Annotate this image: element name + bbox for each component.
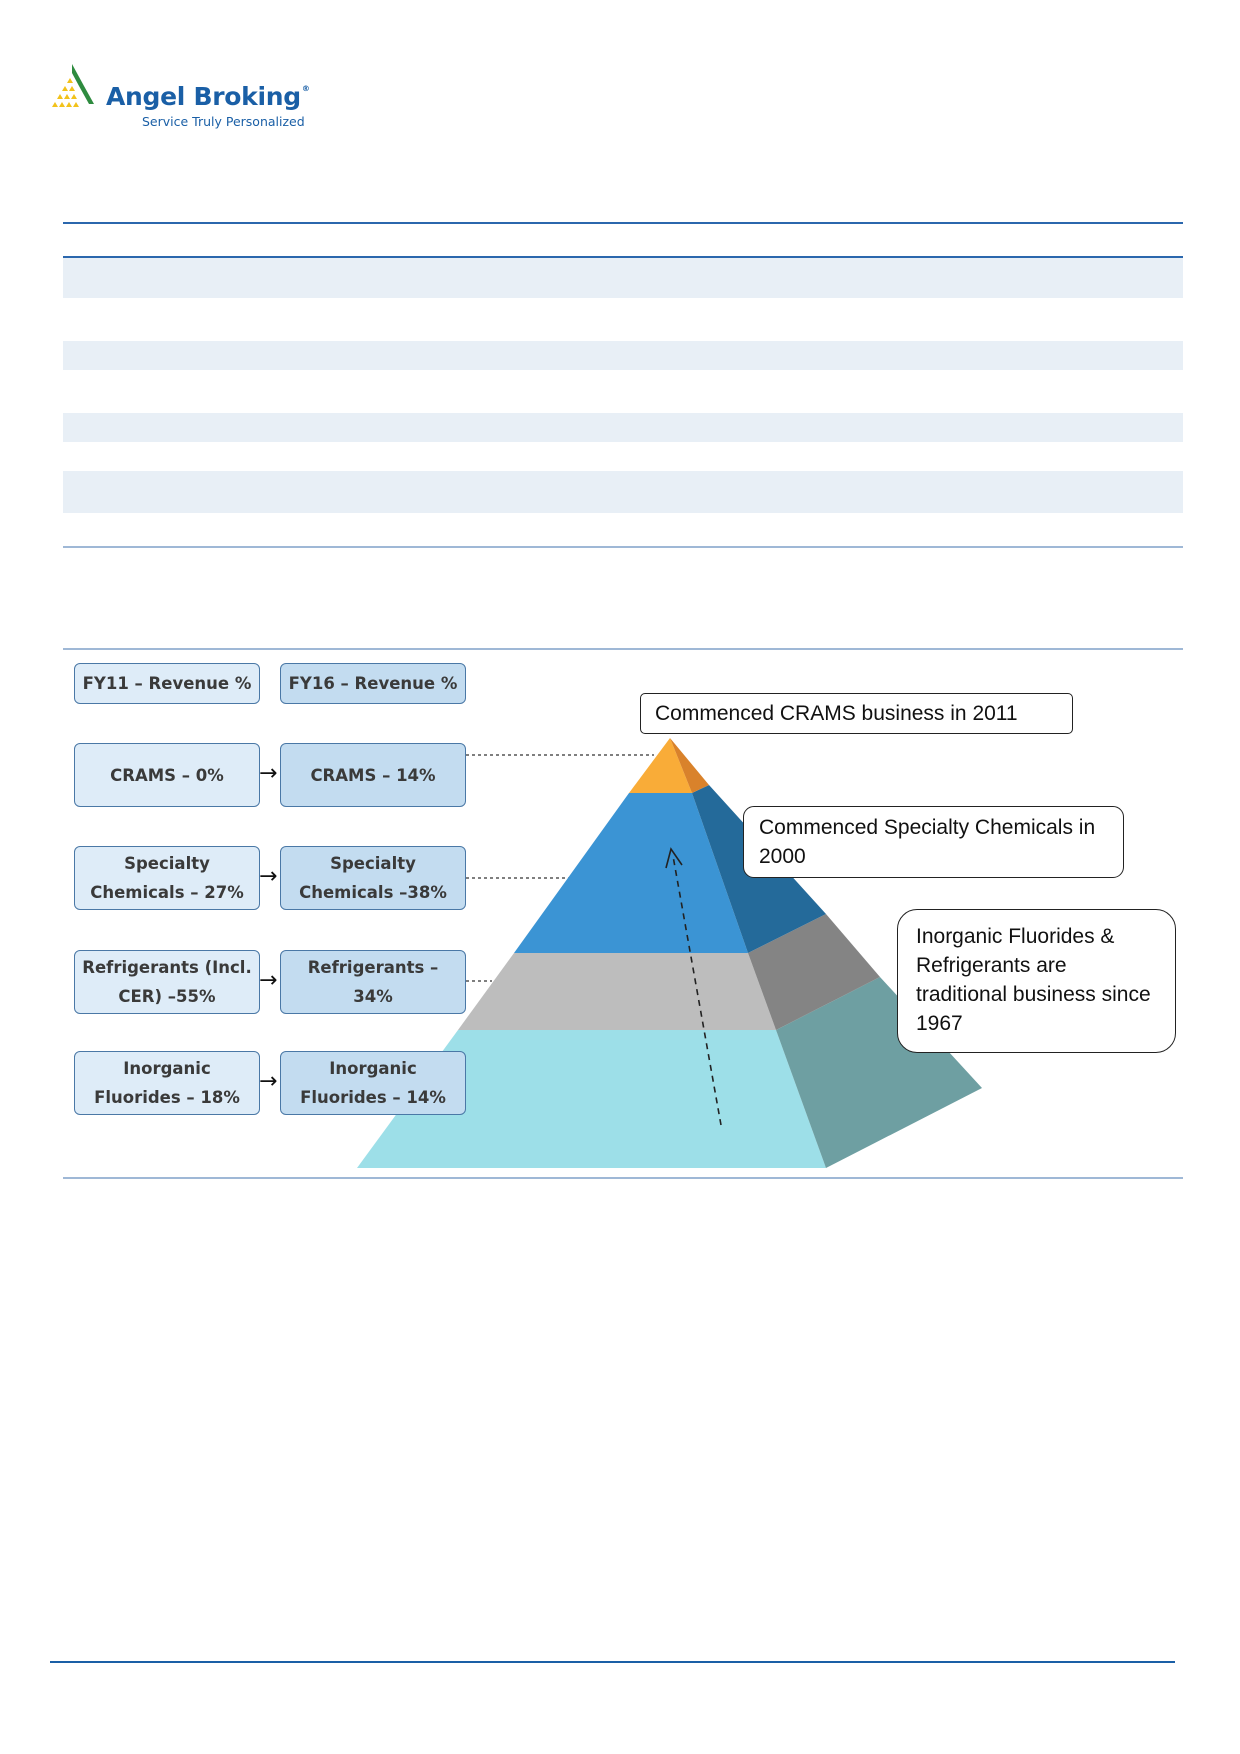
footer-rule [50,1661,1175,1663]
fy16-refrigerants-box: Refrigerants – 34% [280,950,466,1014]
callout-traditional: Inorganic Fluorides & Refrigerants are traditional business since 1967 [897,909,1176,1053]
arrow-icon: → [259,761,278,786]
header-fy11-box: FY11 – Revenue % [74,663,260,704]
fy16-crams-box: CRAMS – 14% [280,743,466,807]
arrow-icon: → [259,968,278,993]
callout-specialty: Commenced Specialty Chemicals in 2000 [743,806,1124,878]
fy16-inorganic-box: Inorganic Fluorides – 14% [280,1051,466,1115]
fy11-specialty-box: Specialty Chemicals – 27% [74,846,260,910]
brand-tagline: Service Truly Personalized [142,114,305,129]
header-fy16-box: FY16 – Revenue % [280,663,466,704]
arrow-icon: → [259,864,278,889]
fy16-specialty-box: Specialty Chemicals –38% [280,846,466,910]
fy11-crams-box: CRAMS – 0% [74,743,260,807]
callout-crams: Commenced CRAMS business in 2011 [640,693,1073,734]
arrow-icon: → [259,1069,278,1094]
fy11-refrigerants-box: Refrigerants (Incl. CER) –55% [74,950,260,1014]
brand-name: Angel Broking® [106,82,310,111]
pyramid-tier-refrigerants-front [458,953,776,1030]
fy11-inorganic-box: Inorganic Fluorides – 18% [74,1051,260,1115]
